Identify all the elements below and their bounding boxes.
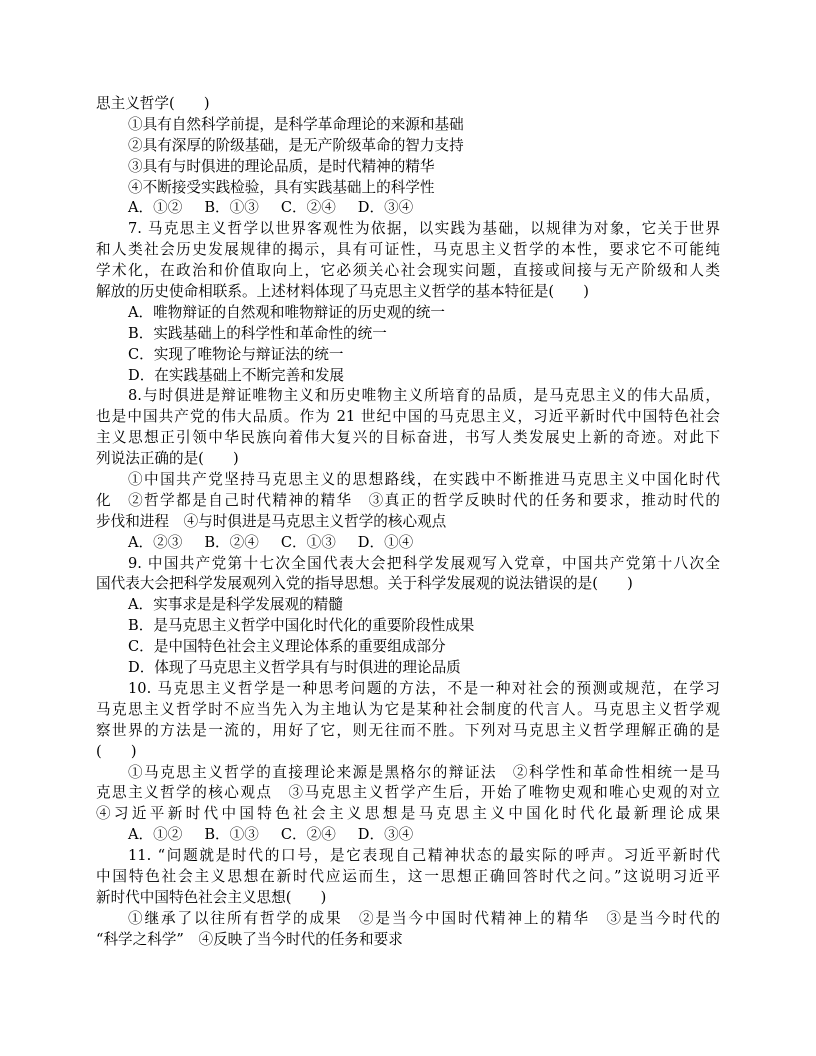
text-line: 也是中国共产党的伟大品质。作为 21 世纪中国的马克思主义，习近平新时代中国特色社会 [96,408,720,426]
text-line: ②具有深厚的阶级基础，是无产阶级革命的智力支持 [128,136,464,154]
option-choice: D．①④ [357,533,414,551]
option-choice: B．①③ [204,199,259,217]
text-line: ( ) [96,742,137,760]
document-page [96,94,720,951]
text-line: D．体现了马克思主义哲学具有与时俱进的理论品质 [128,659,461,677]
text-line: B．是马克思主义哲学中国化时代化的重要阶段性成果 [128,617,475,635]
text-line: ①继承了以往所有哲学的成果 ②是当今中国时代精神上的精华 ③是当今时代的 [128,909,720,927]
text-line: C．实现了唯物论与辩证法的统一 [128,345,344,363]
text-line: B．实践基础上的科学性和革命性的统一 [128,324,387,342]
option-choice: C．②④ [280,199,336,217]
text-line: 11. “问题就是时代的口号，是它表现自己精神状态的最实际的呼声。习近平新时代 [128,847,720,865]
option-choice: A．①② [128,826,183,844]
text-line: 马克思主义哲学时不应当先入为主地认为它是某种社会制度的代言人。马克思主义哲学观 [96,700,720,718]
text-line: ①马克思主义哲学的直接理论来源是黑格尔的辩证法 ②科学性和革命性相统一是马 [128,763,720,781]
text-line: 国代表大会把科学发展观列入党的指导思想。关于科学发展观的说法错误的是( ) [96,575,633,593]
text-line: 7. 马克思主义哲学以世界客观性为依据，以实践为基础，以规律为对象，它关于世界 [128,220,720,238]
text-line: 步伐和进程 ④与时俱进是马克思主义哲学的核心观点 [96,512,447,530]
option-choice: D．③④ [357,826,414,844]
text-line: 克思主义哲学的核心观点 ③马克思主义哲学产生后，开始了唯物史观和唯心史观的对立 [96,784,720,802]
answer-options [96,533,720,554]
text-line: 新时代中国特色社会主义思想( ) [96,888,327,906]
text-line: 思主义哲学( ) [96,95,210,112]
option-choice: B．①③ [204,826,259,844]
text-line: A．唯物辩证的自然观和唯物辩证的历史观的统一 [128,303,446,321]
text-line: “科学之科学” ④反映了当今时代的任务和要求 [96,930,403,948]
text-line: 8.与时俱进是辩证唯物主义和历史唯物主义所培育的品质，是马克思主义的伟大品质， [128,387,720,405]
answer-options [96,825,720,846]
answer-options [96,198,720,219]
text-line: ①中国共产党坚持马克思主义的思想路线，在实践中不断推进马克思主义中国化时代 [128,471,720,489]
option-choice: C．①③ [280,533,336,551]
text-line: ③具有与时俱进的理论品质，是时代精神的精华 [128,157,435,175]
text-line: D．在实践基础上不断完善和发展 [128,366,345,384]
text-line: ①具有自然科学前提，是科学革命理论的来源和基础 [128,115,464,133]
text-line: 10. 马克思主义哲学是一种思考问题的方法，不是一种对社会的预测或规范，在学习 [128,679,720,697]
option-choice: C．②④ [280,826,336,844]
option-choice: A．②③ [128,533,183,551]
option-choice: A．①② [128,199,183,217]
text-line: 学术化，在政治和价值取向上，它必须关心社会现实问题，直接或间接与无产阶级和人类 [96,262,720,280]
text-line: A．实事求是是科学发展观的精髓 [128,596,343,614]
text-line: 列说法正确的是( ) [96,450,239,468]
text-line: 解放的历史使命相联系。上述材料体现了马克思主义哲学的基本特征是( ) [96,283,589,301]
text-line: 中国特色社会主义思想在新时代应运而生，这一思想正确回答时代之问。”这说明习近平 [96,867,720,885]
text-line: C．是中国特色社会主义理论体系的重要组成部分 [128,638,446,656]
text-line: 主义思想正引领中华民族向着伟大复兴的目标奋进，书写人类发展史上新的奇迹。对此下 [96,429,720,447]
option-choice: B．②④ [204,533,259,551]
text-line: ④习近平新时代中国特色社会主义思想是马克思主义中国化时代化最新理论成果 [96,805,720,823]
text-line: 化 ②哲学都是自己时代精神的精华 ③真正的哲学反映时代的任务和要求，推动时代的 [96,491,720,509]
text-line: 察世界的方法是一流的，用好了它，则无往而不胜。下列对马克思主义哲学理解正确的是 [96,721,720,739]
option-choice: D．③④ [357,199,414,217]
text-line: 和人类社会历史发展规律的揭示，具有可证性，马克思主义哲学的本性，要求它不可能纯 [96,241,720,259]
text-line: ④不断接受实践检验，具有实践基础上的科学性 [128,178,435,196]
text-line: 9. 中国共产党第十七次全国代表大会把科学发展观写入党章，中国共产党第十八次全 [128,554,720,572]
